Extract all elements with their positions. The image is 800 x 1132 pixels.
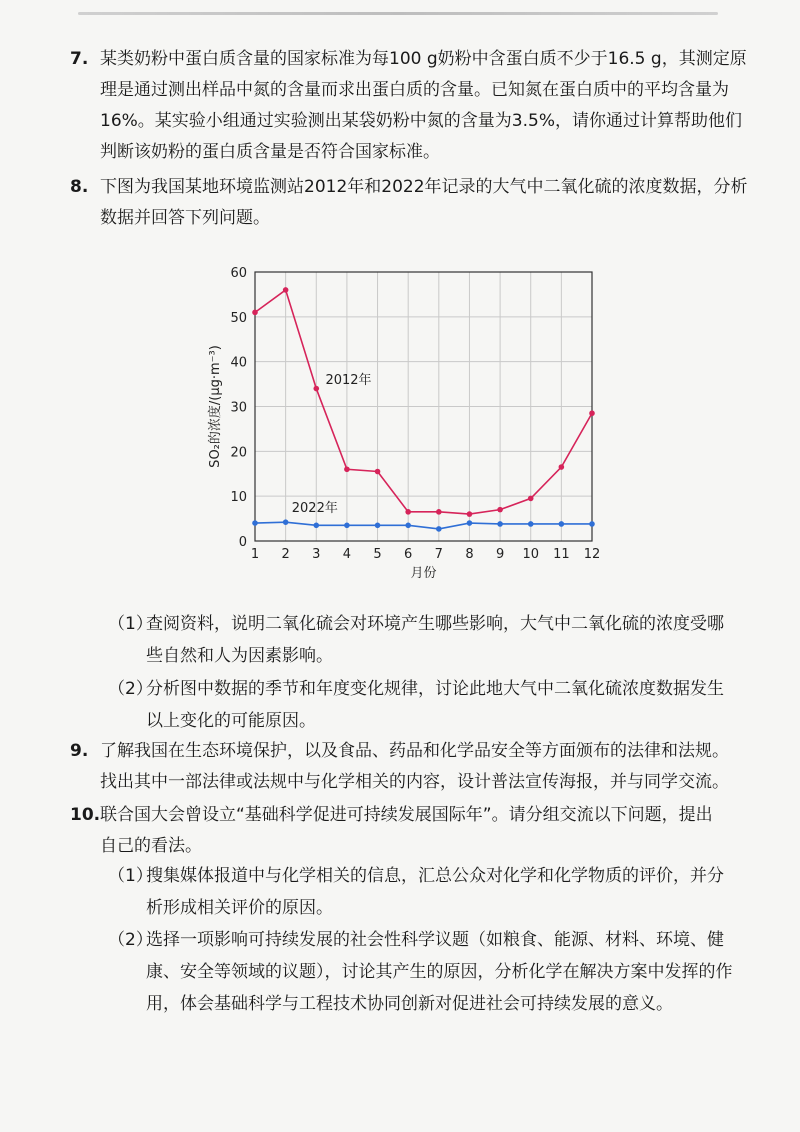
question-number: 8. [70, 177, 89, 197]
sub-text-line: 搜集媒体报道中与化学相关的信息，汇总公众对化学和化学物质的评价，并分 [146, 866, 724, 886]
question-8-sub-2 [108, 673, 748, 737]
y-tick-label: 30 [230, 400, 247, 416]
data-point [589, 410, 595, 416]
question-text-line: 下图为我国某地环境监测站2012年和2022年记录的大气中二氧化硫的浓度数据，分析 [100, 177, 748, 197]
x-tick-label: 3 [312, 547, 321, 562]
question-8-sub-1 [108, 608, 748, 672]
question-text-line: 数据并回答下列问题。 [100, 208, 270, 228]
sub-text-line: 查阅资料，说明二氧化硫会对环境产生哪些影响，大气中二氧化硫的浓度受哪 [146, 614, 724, 634]
question-text-line: 找出其中一部法律或法规中与化学相关的内容，设计普法宣传海报，并与同学交流。 [100, 772, 729, 792]
data-point [313, 523, 319, 529]
series-label: 2022年 [291, 500, 338, 516]
data-point [344, 523, 350, 529]
data-point [252, 310, 258, 316]
series-line-2012年 [255, 290, 592, 514]
data-point [283, 519, 289, 525]
so2-concentration-chart [200, 255, 620, 585]
question-number: 9. [70, 741, 89, 761]
x-tick-label: 1 [250, 547, 260, 562]
sub-label: （2） [108, 679, 153, 699]
data-point [252, 520, 258, 526]
question-text-line: 16%。某实验小组通过实验测出某袋奶粉中氮的含量为3.5%，请你通过计算帮助他们 [100, 111, 742, 131]
y-tick-label: 20 [230, 445, 247, 461]
sub-text-line: 选择一项影响可持续发展的社会性科学议题（如粮食、能源、材料、环境、健 [146, 930, 724, 950]
y-tick-label: 10 [230, 490, 247, 506]
question-9 [70, 736, 750, 798]
x-tick-label: 9 [495, 547, 505, 562]
data-point [283, 287, 289, 293]
question-text-line: 自己的看法。 [100, 836, 202, 856]
data-point [375, 523, 381, 529]
data-point [405, 523, 411, 529]
series-label: 2012年 [325, 373, 372, 389]
x-tick-label: 12 [583, 547, 601, 562]
chart-svg [200, 255, 620, 585]
question-10-sub-2 [108, 924, 748, 1020]
question-10-sub-1 [108, 860, 748, 924]
series-line-2022年 [255, 522, 592, 529]
y-tick-label: 40 [230, 355, 247, 371]
x-tick-label: 7 [434, 547, 443, 562]
x-tick-label: 4 [342, 547, 352, 562]
x-axis-label: 月份 [410, 566, 437, 581]
data-point [497, 521, 503, 527]
question-text-line: 了解我国在生态环境保护，以及食品、药品和化学品安全等方面颁布的法律和法规。 [100, 741, 729, 761]
sub-text-line: 用，体会基础科学与工程技术协同创新对促进社会可持续发展的意义。 [146, 994, 673, 1014]
question-10 [70, 800, 750, 862]
sub-text-line: 析形成相关评价的原因。 [146, 898, 333, 918]
y-tick-label: 60 [230, 266, 247, 281]
sub-text-line: 分析图中数据的季节和年度变化规律，讨论此地大气中二氧化硫浓度数据发生 [146, 679, 724, 699]
sub-text-line: 些自然和人为因素影响。 [146, 646, 333, 666]
x-tick-label: 2 [281, 547, 290, 562]
sub-label: （1） [108, 866, 153, 886]
y-tick-label: 50 [230, 310, 247, 326]
x-tick-label: 8 [465, 547, 474, 562]
question-text-line: 联合国大会曾设立“基础科学促进可持续发展国际年”。请分组交流以下问题，提出 [100, 805, 713, 825]
sub-text-line: 康、安全等领域的议题），讨论其产生的原因，分析化学在解决方案中发挥的作 [146, 962, 733, 982]
x-tick-label: 6 [404, 547, 413, 562]
page-top-edge [78, 12, 718, 15]
data-point [344, 466, 350, 472]
sub-label: （2） [108, 930, 153, 950]
data-point [497, 507, 503, 513]
data-point [436, 509, 442, 515]
question-text-line: 某类奶粉中蛋白质含量的国家标准为每100 g奶粉中含蛋白质不少于16.5 g，其测定原 [100, 49, 747, 69]
data-point [313, 386, 319, 392]
data-point [528, 521, 534, 527]
question-8 [70, 172, 750, 234]
data-point [405, 509, 411, 515]
data-point [467, 520, 473, 526]
data-point [528, 496, 534, 502]
data-point [467, 511, 473, 517]
y-tick-label: 0 [238, 535, 247, 550]
x-tick-label: 10 [522, 547, 540, 562]
data-point [375, 469, 381, 475]
data-point [559, 521, 565, 527]
data-point [589, 521, 595, 527]
x-tick-label: 5 [373, 547, 382, 562]
question-text-line: 判断该奶粉的蛋白质含量是否符合国家标准。 [100, 142, 440, 162]
question-number: 7. [70, 49, 89, 69]
x-tick-label: 11 [553, 547, 570, 562]
data-point [436, 526, 442, 532]
question-7 [70, 44, 750, 168]
question-number: 10. [70, 805, 101, 825]
sub-label: （1） [108, 614, 153, 634]
sub-text-line: 以上变化的可能原因。 [146, 711, 316, 731]
y-axis-label: SO₂的浓度/(μg·m⁻³) [208, 345, 223, 468]
question-text-line: 理是通过测出样品中氮的含量而求出蛋白质的含量。已知氮在蛋白质中的平均含量为 [100, 80, 729, 100]
data-point [559, 464, 565, 470]
